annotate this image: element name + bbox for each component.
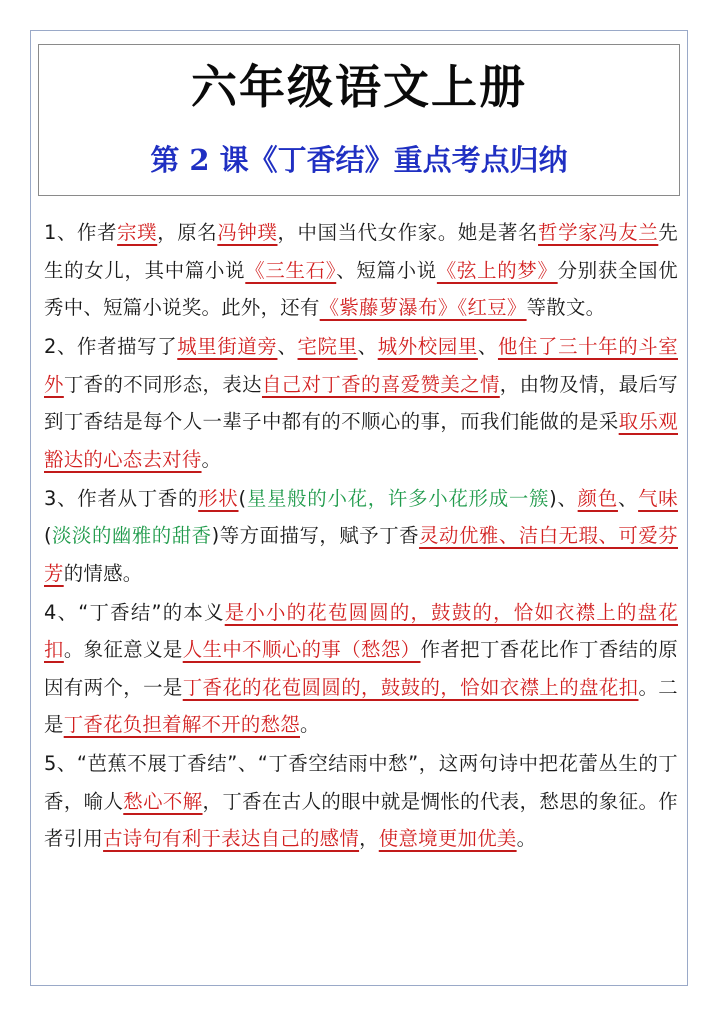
key-term-highlight: 《紫藤萝瀑布》《红豆》	[319, 296, 527, 320]
key-term-highlight: 使意境更加优美	[378, 827, 517, 851]
key-term-highlight: 气味	[638, 486, 678, 510]
page-title: 六年级语文上册	[191, 60, 527, 114]
key-term-highlight: 丁香花负担着解不开的愁怨	[63, 713, 300, 737]
key-term-highlight: 城外校园里	[377, 334, 478, 358]
body-text: 的情感。	[63, 561, 143, 585]
body-text: ，原名	[157, 221, 218, 244]
body-text: 丁香的不同形态，表达	[63, 372, 262, 396]
key-term-highlight: 灵动优雅、洁白无瑕、可爱芬芳	[44, 524, 678, 585]
key-term-highlight: 古诗句有利于表达自己的感情	[103, 827, 360, 851]
body-text: 。	[300, 713, 320, 737]
key-term-highlight: 取乐观豁达的心态去对待	[44, 410, 678, 471]
body-text: 。	[201, 447, 222, 471]
key-term-highlight: 《三生石》	[245, 258, 337, 282]
body-text: 4、“丁香结”的本义	[44, 600, 225, 624]
key-term-highlight: 自己对丁香的喜爱赞美之情	[261, 372, 500, 396]
body-text: ，中国当代女作家。她是著名	[277, 221, 539, 244]
description-detail: 淡淡的幽雅的甜香	[51, 524, 212, 548]
body-text: 。	[516, 827, 537, 851]
key-term-highlight: 冯钟璞	[217, 221, 278, 244]
body-text: 、	[477, 334, 498, 358]
key-term-highlight: 哲学家冯友兰	[538, 221, 659, 244]
key-point-3	[44, 480, 678, 593]
body-text: 1、作者	[44, 221, 118, 244]
body-text: 、	[617, 486, 639, 510]
body-text: 、短篇小说	[336, 258, 437, 282]
key-term-highlight: 愁心不解	[123, 789, 203, 813]
body-text: 先生的女儿，其中篇小说	[44, 221, 679, 282]
body-text: ，	[359, 827, 379, 851]
description-detail: 星星般的小花，许多小花形成一簇	[246, 486, 550, 510]
body-text: 作者把丁香花比作丁香结的原因有两个，一是	[44, 638, 678, 699]
body-text: ，由物及情，最后写到丁香结是每个人一辈子中都有的不顺心的事，而我们能做的是采	[44, 372, 678, 434]
key-term-highlight: 颜色	[577, 486, 618, 510]
title-box	[38, 44, 680, 196]
body-text: )等方面描写，赋予丁香	[211, 524, 420, 548]
key-term-highlight: 形状	[198, 486, 239, 510]
body-text: )、	[549, 486, 578, 510]
body-text: 5、“芭蕉不展丁香结”、“丁香空结雨中愁”，这两句诗中把花蕾丛生的丁香，喻人	[44, 752, 678, 813]
key-point-2	[44, 328, 678, 478]
body-text: 。象征意义是	[63, 638, 183, 662]
key-term-highlight: 是小小的花苞圆圆的，鼓鼓的，恰如衣襟上的盘花扣	[44, 600, 678, 662]
key-point-5	[44, 745, 678, 858]
key-term-highlight: 人生中不顺心的事（愁怨）	[182, 638, 421, 662]
body-text: 、	[357, 334, 378, 358]
body-text: 。二是	[44, 675, 678, 737]
key-point-4	[44, 594, 678, 744]
lesson-subtitle: 第 2 课《丁香结》重点考点归纳	[150, 143, 568, 177]
body-text: 3、作者从丁香的	[44, 486, 199, 510]
key-point-1	[44, 214, 678, 327]
key-term-highlight: 丁香花的花苞圆圆的，鼓鼓的，恰如衣襟上的盘花扣	[182, 675, 639, 699]
body-text: (	[238, 486, 247, 510]
body-text: 、	[277, 334, 298, 358]
key-term-highlight: 宅院里	[297, 334, 358, 358]
key-term-highlight: 《弦上的梦》	[436, 258, 558, 282]
body-text: 2、作者描写了	[44, 334, 178, 358]
key-term-highlight: 宗璞	[117, 221, 158, 244]
key-term-highlight: 城里街道旁	[177, 334, 278, 358]
body-text: (	[44, 524, 52, 548]
body-text: 等散文。	[526, 296, 606, 320]
key-points-list	[44, 214, 678, 859]
body-text: ，丁香在古人的眼中就是惆怅的代表，愁思的象征。作者引用	[44, 789, 678, 851]
body-text: 分别获全国优秀中、短篇小说奖。此外，还有	[44, 258, 678, 320]
key-term-highlight: 他住了三十年的斗室外	[44, 334, 678, 396]
